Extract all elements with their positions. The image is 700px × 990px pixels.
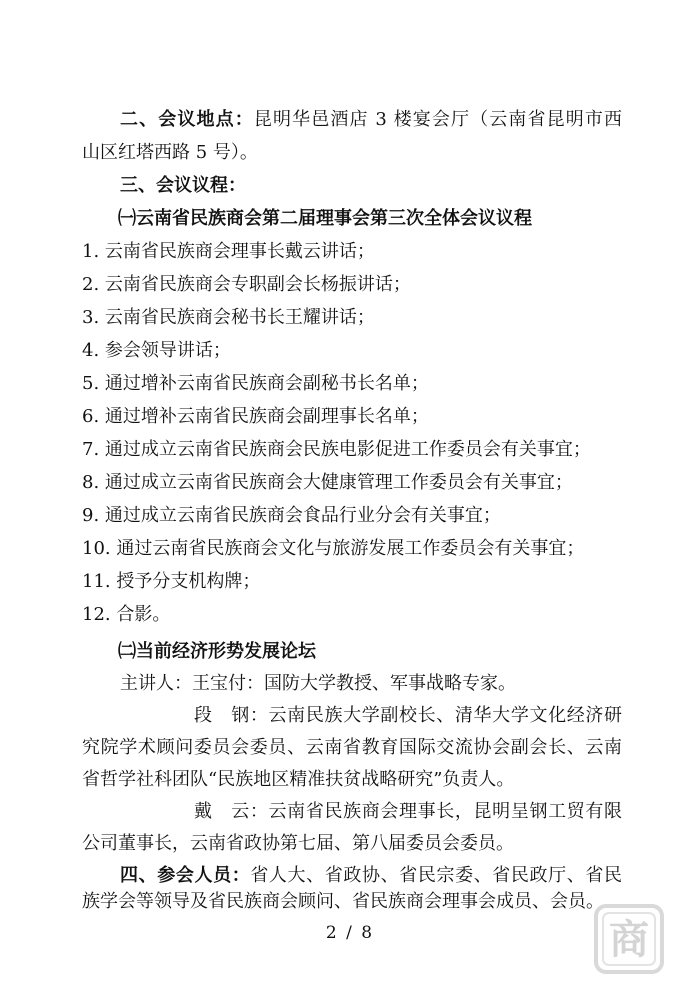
attendees-line-2: 族学会等领导及省民族商会顾问、省民族商会理事会成员、会员。 bbox=[82, 891, 604, 912]
venue-line-2: 山区红塔西路 5 号）。 bbox=[82, 142, 258, 163]
venue-line-1 bbox=[120, 108, 622, 132]
agenda-item-4: 4. 参会领导讲话； bbox=[82, 340, 231, 361]
venue-heading: 二、会议地点： bbox=[120, 109, 254, 130]
agenda-item-6: 6. 通过增补云南省民族商会副理事长名单； bbox=[82, 406, 429, 427]
attendees-heading: 四、参会人员： bbox=[120, 865, 251, 886]
agenda-item-11: 11. 授予分支机构牌； bbox=[82, 571, 261, 592]
agenda-item-7: 7. 通过成立云南省民族商会民族电影促进工作委员会有关事宜； bbox=[82, 439, 591, 460]
page-number: 2 / 8 bbox=[325, 923, 375, 943]
watermark-glyph: 商 bbox=[609, 916, 649, 963]
agenda1-title: ㈠云南省民族商会第二届理事会第三次全体会议议程 bbox=[118, 208, 532, 229]
agenda-item-9: 9. 通过成立云南省民族商会食品行业分会有关事宜； bbox=[82, 505, 501, 526]
attendees-text: 省人大、省政协、省民宗委、省民政厅、省民 bbox=[250, 865, 622, 886]
agenda2-title: ㈡当前经济形势发展论坛 bbox=[118, 641, 316, 662]
speaker-3-line-1: 戴 云：云南省民族商会理事长，昆明呈钢工贸有限 bbox=[194, 801, 622, 822]
speaker-3-line-2: 公司董事长，云南省政协第七届、第八届委员会委员。 bbox=[82, 833, 514, 854]
agenda-item-1: 1. 云南省民族商会理事长戴云讲话； bbox=[82, 241, 375, 262]
agenda-item-2: 2. 云南省民族商会专职副会长杨振讲话； bbox=[82, 274, 411, 295]
speaker-1: 主讲人：王宝付：国防大学教授、军事战略专家。 bbox=[120, 673, 516, 694]
speaker-2-line-3: 省哲学社科团队“民族地区精准扶贫战略研究”负责人。 bbox=[82, 769, 515, 790]
venue-text: 昆明华邑酒店 3 楼宴会厅（云南省昆明市西 bbox=[253, 109, 622, 130]
agenda-item-5: 5. 通过增补云南省民族商会副秘书长名单； bbox=[82, 373, 429, 394]
agenda-item-8: 8. 通过成立云南省民族商会大健康管理工作委员会有关事宜； bbox=[82, 472, 573, 493]
agenda-item-10: 10. 通过云南省民族商会文化与旅游发展工作委员会有关事宜； bbox=[82, 538, 585, 559]
speaker-2-line-2: 究院学术顾问委员会委员、云南省教育国际交流协会副会长、云南 bbox=[82, 737, 622, 758]
agenda-item-3: 3. 云南省民族商会秘书长王耀讲话； bbox=[82, 307, 375, 328]
agenda-heading: 三、会议议程： bbox=[120, 175, 246, 196]
speaker-2-line-1: 段 钢：云南民族大学副校长、清华大学文化经济研 bbox=[194, 705, 622, 726]
attendees-line-1 bbox=[120, 864, 622, 888]
agenda-item-12: 12. 合影。 bbox=[82, 604, 171, 625]
